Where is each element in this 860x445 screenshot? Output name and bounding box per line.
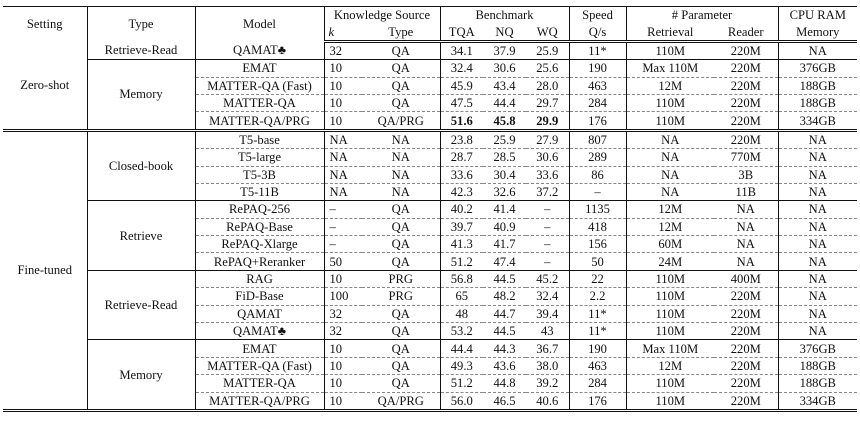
cell-reader: 220M — [714, 340, 778, 357]
cell-k: – — [324, 236, 362, 253]
cell-ks-type: QA — [362, 375, 440, 392]
cell-nq: 44.5 — [483, 270, 526, 287]
cell-k: – — [324, 201, 362, 218]
cell-wq: 33.6 — [526, 166, 569, 183]
cell-qps: 22 — [569, 270, 626, 287]
cell-tqa: 23.8 — [440, 130, 483, 148]
cell-qps: 463 — [569, 357, 626, 374]
cell-k: 50 — [324, 253, 362, 270]
header-knowledge-source: Knowledge Source — [324, 7, 440, 24]
type-ft-closed-book: Closed-book — [87, 130, 195, 201]
header-type: Type — [87, 7, 195, 42]
cell-tqa: 42.3 — [440, 183, 483, 200]
cell-tqa: 51.2 — [440, 375, 483, 392]
cell-model: T5-3B — [195, 166, 324, 183]
cell-ks-type: QA — [362, 60, 440, 77]
table-row — [3, 60, 857, 77]
cell-wq: – — [526, 218, 569, 235]
type-ft-retrieve-read: Retrieve-Read — [87, 270, 195, 340]
cell-retrieval: 12M — [626, 77, 714, 94]
cell-k: 10 — [324, 60, 362, 77]
cell-tqa: 33.6 — [440, 166, 483, 183]
cell-model: RePAQ-Xlarge — [195, 236, 324, 253]
cell-wq: 28.0 — [526, 77, 569, 94]
cell-tqa: 28.7 — [440, 149, 483, 166]
cell-reader: 220M — [714, 305, 778, 322]
cell-tqa: 41.3 — [440, 236, 483, 253]
cell-reader: 220M — [714, 77, 778, 94]
cell-tqa: 44.4 — [440, 340, 483, 357]
cell-reader: NA — [714, 236, 778, 253]
cell-ks-type: NA — [362, 166, 440, 183]
cell-memory: NA — [778, 305, 857, 322]
cell-retrieval: NA — [626, 149, 714, 166]
cell-nq: 37.9 — [493, 43, 516, 58]
results-table-container — [3, 6, 857, 412]
cell-tqa: 53.2 — [440, 323, 483, 340]
cell-tqa: 51.6 — [440, 112, 483, 130]
cell-retrieval: 110M — [626, 375, 714, 392]
cell-k: NA — [324, 130, 362, 148]
cell-qps: 190 — [569, 340, 626, 357]
cell-qps: 289 — [569, 149, 626, 166]
cell-qps: – — [569, 183, 626, 200]
cell-k: 10 — [324, 392, 362, 410]
cell-ks-type: NA — [362, 183, 440, 200]
cell-memory: 188GB — [778, 94, 857, 111]
cell-retrieval: 110M — [626, 305, 714, 322]
cell-reader: 770M — [714, 149, 778, 166]
cell-model: RAG — [195, 270, 324, 287]
cell-retrieval: 24M — [626, 253, 714, 270]
setting-fine-tuned: Fine-tuned — [3, 130, 87, 410]
cell-wq: – — [526, 253, 569, 270]
cell-ks-type: QA — [362, 236, 440, 253]
cell-reader: 3B — [714, 166, 778, 183]
cell-memory: 376GB — [778, 340, 857, 357]
cell-nq: 41.7 — [483, 236, 526, 253]
header-cpu-ram: CPU RAM — [778, 7, 857, 24]
cell-model: MATTER-QA (Fast) — [195, 357, 324, 374]
cell-reader: 400M — [714, 270, 778, 287]
cell-k: 10 — [324, 77, 362, 94]
table-row — [3, 41, 857, 59]
cell-qps: 176 — [569, 112, 626, 130]
cell-reader: 220M — [730, 43, 761, 58]
cell-qps: 176 — [569, 392, 626, 410]
cell-ks-type: QA — [362, 340, 440, 357]
table-row — [3, 270, 857, 287]
cell-memory: NA — [778, 149, 857, 166]
cell-nq: 44.5 — [483, 323, 526, 340]
cell-reader: 220M — [714, 323, 778, 340]
cell-memory: 188GB — [778, 375, 857, 392]
cell-model: MATTER-QA — [195, 375, 324, 392]
header-nq: NQ — [483, 23, 526, 41]
cell-retrieval: NA — [626, 166, 714, 183]
cell-k: 10 — [324, 112, 362, 130]
cell-model: EMAT — [195, 340, 324, 357]
header-qps: Q/s — [569, 23, 626, 41]
cell-k: 32 — [324, 305, 362, 322]
cell-retrieval: 110M — [626, 94, 714, 111]
cell-wq: 27.9 — [526, 130, 569, 148]
cell-nq: 46.5 — [483, 392, 526, 410]
cell-model: MATTER-QA/PRG — [195, 392, 324, 410]
cell-k: 32 — [324, 323, 362, 340]
cell-reader: NA — [714, 253, 778, 270]
cell-qps: 190 — [569, 60, 626, 77]
cell-retrieval: 12M — [626, 201, 714, 218]
cell-k: NA — [324, 183, 362, 200]
cell-nq: 28.5 — [483, 149, 526, 166]
type-zs-retrieve-read: Retrieve-Read — [87, 41, 195, 59]
cell-nq: 44.3 — [483, 340, 526, 357]
results-body — [3, 41, 857, 410]
cell-ks-type: NA — [362, 130, 440, 148]
type-ft-memory: Memory — [87, 340, 195, 411]
cell-reader: 220M — [714, 130, 778, 148]
cell-retrieval: Max 110M — [626, 340, 714, 357]
cell-ks-type: QA/PRG — [362, 392, 440, 410]
cell-reader: 220M — [714, 392, 778, 410]
cell-nq: 47.4 — [483, 253, 526, 270]
header-speed: Speed — [569, 7, 626, 24]
cell-model: MATTER-QA — [195, 94, 324, 111]
cell-model: MATTER-QA (Fast) — [195, 77, 324, 94]
cell-nq: 25.9 — [483, 130, 526, 148]
cell-wq: 40.6 — [526, 392, 569, 410]
table-row — [3, 130, 857, 148]
cell-retrieval: 110M — [626, 323, 714, 340]
cell-memory: NA — [778, 218, 857, 235]
cell-ks-type: QA/PRG — [362, 112, 440, 130]
cell-memory: NA — [778, 166, 857, 183]
cell-model: T5-base — [195, 130, 324, 148]
setting-zero-shot: Zero-shot — [3, 41, 87, 130]
cell-k: 10 — [324, 357, 362, 374]
cell-retrieval: NA — [626, 130, 714, 148]
cell-wq: 37.2 — [526, 183, 569, 200]
cell-reader: NA — [714, 218, 778, 235]
cell-tqa: 47.5 — [440, 94, 483, 111]
cell-ks-type: QA — [362, 218, 440, 235]
cell-nq: 44.8 — [483, 375, 526, 392]
cell-tqa: 39.7 — [440, 218, 483, 235]
cell-tqa: 45.9 — [440, 77, 483, 94]
cell-reader: 220M — [714, 288, 778, 305]
cell-k: 10 — [324, 375, 362, 392]
cell-reader: 220M — [714, 94, 778, 111]
cell-memory: NA — [778, 253, 857, 270]
cell-qps: 86 — [569, 166, 626, 183]
cell-model: MATTER-QA/PRG — [195, 112, 324, 130]
header-retrieval: Retrieval — [626, 23, 714, 41]
cell-model: RePAQ-256 — [195, 201, 324, 218]
cell-model: QAMAT♣ — [195, 41, 324, 59]
cell-nq: 41.4 — [483, 201, 526, 218]
cell-wq: 32.4 — [526, 288, 569, 305]
cell-reader: 11B — [714, 183, 778, 200]
cell-ks-type: NA — [362, 149, 440, 166]
cell-tqa: 65 — [440, 288, 483, 305]
cell-memory: NA — [778, 270, 857, 287]
cell-wq: 38.0 — [526, 357, 569, 374]
cell-model: RePAQ+Reranker — [195, 253, 324, 270]
cell-wq: 25.6 — [526, 60, 569, 77]
cell-qps: 284 — [569, 375, 626, 392]
cell-wq: – — [526, 201, 569, 218]
header-row-1 — [3, 7, 857, 24]
cell-nq: 40.9 — [483, 218, 526, 235]
cell-wq: 36.7 — [526, 340, 569, 357]
header-benchmark: Benchmark — [440, 7, 569, 24]
cell-wq: 29.9 — [526, 112, 569, 130]
cell-k: NA — [324, 149, 362, 166]
cell-ks-type: QA — [391, 43, 410, 58]
cell-nq: 44.4 — [483, 94, 526, 111]
cell-reader: NA — [714, 201, 778, 218]
cell-memory: NA — [778, 288, 857, 305]
cell-memory: NA — [778, 41, 857, 59]
cell-retrieval: 12M — [626, 357, 714, 374]
cell-tqa: 49.3 — [440, 357, 483, 374]
cell-k: 32 — [324, 41, 362, 59]
cell-retrieval: NA — [626, 183, 714, 200]
cell-ks-type: PRG — [362, 270, 440, 287]
cell-k: 100 — [324, 288, 362, 305]
cell-retrieval: 110M — [626, 41, 714, 59]
table-row — [3, 201, 857, 218]
cell-ks-type: QA — [362, 94, 440, 111]
cell-reader: 220M — [714, 357, 778, 374]
cell-qps: 284 — [569, 94, 626, 111]
cell-memory: NA — [778, 130, 857, 148]
cell-memory: 334GB — [778, 392, 857, 410]
cell-wq: 25.9 — [536, 43, 559, 58]
cell-model: T5-11B — [195, 183, 324, 200]
header-ks-type: Type — [362, 23, 440, 41]
cell-model: QAMAT — [195, 305, 324, 322]
header-setting: Setting — [3, 7, 87, 42]
cell-retrieval: 110M — [626, 392, 714, 410]
cell-model: FiD-Base — [195, 288, 324, 305]
cell-nq: 45.8 — [483, 112, 526, 130]
cell-memory: 334GB — [778, 112, 857, 130]
cell-ks-type: PRG — [362, 288, 440, 305]
cell-wq: 30.6 — [526, 149, 569, 166]
header-wq: WQ — [526, 23, 569, 41]
cell-memory: NA — [778, 183, 857, 200]
header-model: Model — [195, 7, 324, 42]
cell-memory: 376GB — [778, 60, 857, 77]
cell-memory: 188GB — [778, 77, 857, 94]
cell-k: 10 — [324, 340, 362, 357]
cell-ks-type: QA — [362, 201, 440, 218]
cell-retrieval: Max 110M — [626, 60, 714, 77]
cell-qps: 11* — [569, 305, 626, 322]
cell-reader: 220M — [714, 375, 778, 392]
cell-model: EMAT — [195, 60, 324, 77]
cell-qps: 11* — [569, 41, 626, 59]
cell-memory: 188GB — [778, 357, 857, 374]
cell-model: T5-large — [195, 149, 324, 166]
cell-wq: 39.4 — [526, 305, 569, 322]
cell-ks-type: QA — [362, 323, 440, 340]
cell-nq: 30.4 — [483, 166, 526, 183]
cell-qps: 156 — [569, 236, 626, 253]
cell-retrieval: 110M — [626, 288, 714, 305]
header-memory: Memory — [778, 23, 857, 41]
cell-tqa: 48 — [440, 305, 483, 322]
cell-wq: 39.2 — [526, 375, 569, 392]
cell-wq: 45.2 — [526, 270, 569, 287]
cell-tqa: 56.0 — [440, 392, 483, 410]
cell-wq: – — [526, 236, 569, 253]
cell-qps: 418 — [569, 218, 626, 235]
cell-nq: 48.2 — [483, 288, 526, 305]
cell-ks-type: QA — [362, 305, 440, 322]
cell-qps: 2.2 — [569, 288, 626, 305]
cell-memory: NA — [778, 201, 857, 218]
cell-k: NA — [324, 166, 362, 183]
type-zs-memory: Memory — [87, 60, 195, 131]
cell-k: 10 — [324, 94, 362, 111]
table-row — [3, 340, 857, 357]
header-reader: Reader — [714, 23, 778, 41]
cell-memory: NA — [778, 236, 857, 253]
results-table — [3, 6, 857, 412]
cell-model: QAMAT♣ — [195, 323, 324, 340]
cell-nq: 30.6 — [483, 60, 526, 77]
cell-nq: 44.7 — [483, 305, 526, 322]
cell-retrieval: 110M — [626, 112, 714, 130]
cell-wq: 43 — [526, 323, 569, 340]
cell-qps: 463 — [569, 77, 626, 94]
cell-retrieval: 60M — [626, 236, 714, 253]
cell-nq: 32.6 — [483, 183, 526, 200]
type-ft-retrieve: Retrieve — [87, 201, 195, 271]
header-k: k — [324, 23, 362, 41]
cell-retrieval: 12M — [626, 218, 714, 235]
cell-k: 10 — [324, 270, 362, 287]
cell-k: – — [324, 218, 362, 235]
cell-ks-type: QA — [362, 77, 440, 94]
header-num-parameter: # Parameter — [626, 7, 778, 24]
cell-reader: 220M — [714, 112, 778, 130]
cell-retrieval: 110M — [626, 270, 714, 287]
cell-tqa: 51.2 — [440, 253, 483, 270]
cell-ks-type: QA — [362, 253, 440, 270]
header-tqa: TQA — [440, 23, 483, 41]
cell-qps: 1135 — [569, 201, 626, 218]
cell-qps: 11* — [569, 323, 626, 340]
cell-model: RePAQ-Base — [195, 218, 324, 235]
cell-reader: 220M — [714, 60, 778, 77]
cell-nq: 43.6 — [483, 357, 526, 374]
cell-qps: 50 — [569, 253, 626, 270]
cell-nq: 43.4 — [483, 77, 526, 94]
cell-memory: NA — [778, 323, 857, 340]
cell-tqa: 56.8 — [440, 270, 483, 287]
cell-tqa: 34.1 — [440, 41, 483, 59]
cell-tqa: 32.4 — [440, 60, 483, 77]
cell-qps: 807 — [569, 130, 626, 148]
cell-tqa: 40.2 — [440, 201, 483, 218]
cell-wq: 29.7 — [526, 94, 569, 111]
cell-ks-type: QA — [362, 357, 440, 374]
